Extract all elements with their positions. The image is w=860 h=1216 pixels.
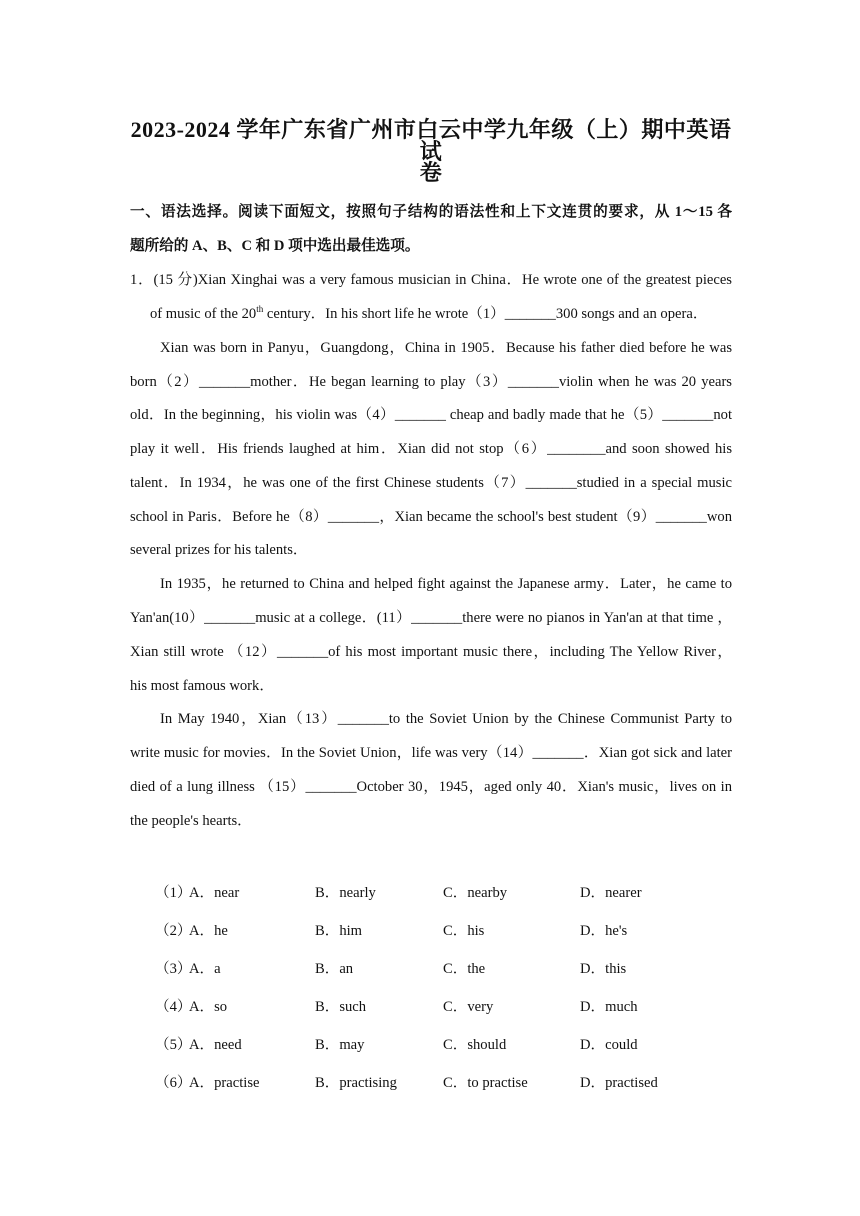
section-heading-continued: 题所给的 A、B、C 和 D 项中选出最佳选项。	[130, 238, 420, 254]
passage-line: old．In the beginning，his violin was（4）_______ cheap and badly made that he（5）_______not	[130, 407, 732, 423]
passage-line: Yan'an(10）_______music at a college．(11）_______there were no pianos in Yan'an at that time ，	[130, 610, 732, 626]
option-a: A．so	[189, 999, 228, 1015]
passage-line: school in Paris．Before he（8）_______，Xian became the school's best student（9）_______won	[130, 509, 732, 525]
option-b: B．an	[315, 961, 354, 977]
option-c: C．to practise	[443, 1075, 528, 1091]
passage-line: In May 1940，Xian（13）_______to the Soviet Union by the Chinese Communist Party to	[160, 711, 732, 727]
option-b: B．practising	[315, 1075, 397, 1091]
option-c: C．nearby	[443, 885, 508, 901]
option-d: D．much	[580, 999, 638, 1015]
option-b: B．such	[315, 999, 367, 1015]
option-number: （6）	[155, 1075, 192, 1091]
option-a: A．he	[189, 923, 228, 939]
option-a: A．need	[189, 1037, 242, 1053]
option-c: C．should	[443, 1037, 507, 1053]
option-c: C．the	[443, 961, 486, 977]
passage-line: his most famous work．	[130, 678, 274, 694]
option-number: （2）	[155, 923, 192, 939]
option-d: D．practised	[580, 1075, 658, 1091]
passage-line: play it well．His friends laughed at him．Xian did not stop（6）________and soon showed his	[130, 441, 732, 457]
option-number: （4）	[155, 999, 192, 1015]
option-b: B．may	[315, 1037, 365, 1053]
section-heading: 一、语法选择。阅读下面短文，按照句子结构的语法性和上下文连贯的要求，从 1～15 各	[130, 204, 732, 220]
option-row	[155, 995, 715, 1015]
option-row	[155, 957, 715, 977]
option-a: A．practise	[189, 1075, 260, 1091]
option-number: （1）	[155, 885, 192, 901]
option-number: （3）	[155, 961, 192, 977]
option-b: B．him	[315, 923, 363, 939]
option-c: C．his	[443, 923, 485, 939]
passage-line: In 1935，he returned to China and helped fight against the Japanese army．Later，he came to	[160, 576, 732, 592]
question-line: of music of the 20th century．In his short life he wrote（1）_______300 songs and an opera．	[150, 304, 708, 322]
passage-line: died of a lung illness （15）_______October 30，1945，aged only 40．Xian's music，lives on in	[130, 779, 732, 795]
question-line: 1．(15 分)Xian Xinghai was a very famous musician in China．He wrote one of the greatest pieces	[130, 272, 732, 288]
option-number: （5）	[155, 1037, 192, 1053]
option-d: D．this	[580, 961, 627, 977]
option-d: D．nearer	[580, 885, 642, 901]
passage-line: Xian still wrote （12）_______of his most important music there，including The Yellow River，	[130, 644, 732, 660]
passage-line: write music for movies．In the Soviet Union，life was very（14）_______．Xian got sick and later	[130, 745, 732, 761]
option-d: D．he's	[580, 923, 628, 939]
option-d: D．could	[580, 1037, 638, 1053]
option-b: B．nearly	[315, 885, 376, 901]
document-title-continued: 卷	[419, 160, 443, 185]
option-row	[155, 881, 715, 901]
option-row	[155, 919, 715, 939]
passage-line: several prizes for his talents．	[130, 542, 308, 558]
passage-line: Xian was born in Panyu，Guangdong，China in 1905．Because his father died before he was	[160, 340, 732, 356]
option-row	[155, 1033, 715, 1053]
option-c: C．very	[443, 999, 494, 1015]
document-title: 2023-2024 学年广东省广州市白云中学九年级（上）期中英语试	[130, 117, 732, 164]
option-a: A．a	[189, 961, 221, 977]
option-a: A．near	[189, 885, 240, 901]
passage-line: talent．In 1934，he was one of the first Chinese students（7）_______studied in a special music	[130, 475, 732, 491]
passage-line: born（2）_______mother．He began learning to play（3）_______violin when he was 20 years	[130, 374, 732, 390]
passage-line: the people's hearts．	[130, 813, 252, 829]
option-row	[155, 1071, 715, 1091]
